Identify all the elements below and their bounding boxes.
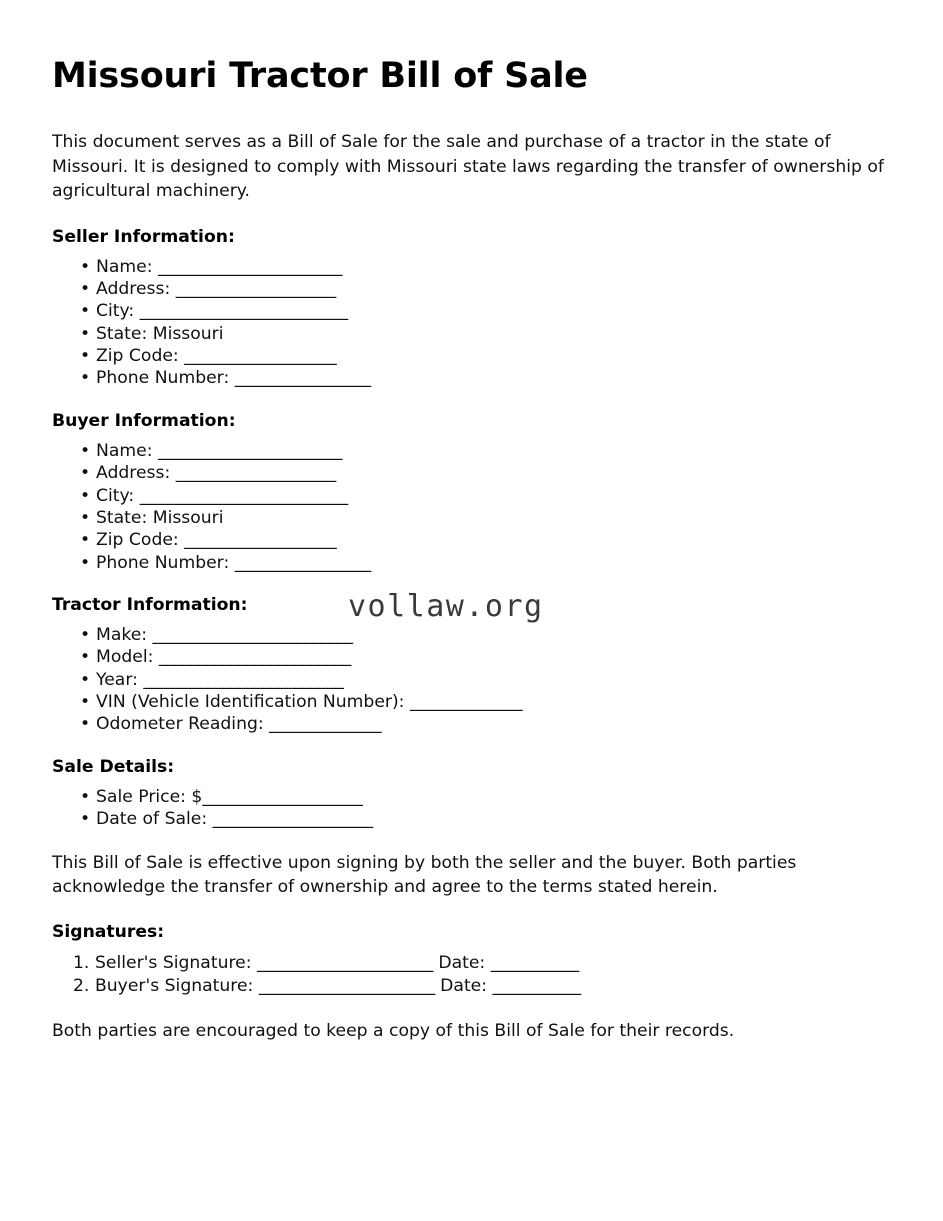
field-blank: _________________ bbox=[234, 552, 371, 573]
bullet-icon: • bbox=[80, 301, 91, 322]
field-blank: _______________________ bbox=[157, 441, 342, 462]
field-label: State: Missouri bbox=[96, 323, 224, 344]
field-blank: _________________________ bbox=[152, 625, 353, 646]
field-blank: ____________________ bbox=[175, 463, 336, 484]
list-item bbox=[52, 323, 892, 345]
list-item bbox=[52, 975, 892, 998]
field-label: Phone Number: bbox=[96, 368, 230, 389]
field-label: Zip Code: bbox=[96, 346, 179, 367]
field-blank: ________________________ bbox=[158, 647, 351, 668]
signature-label: Seller's Signature: bbox=[95, 952, 252, 973]
field-blank: __________________________ bbox=[139, 301, 348, 322]
field-blank: ____________________ bbox=[212, 809, 373, 830]
field-label: Sale Price: $ bbox=[96, 787, 203, 807]
sale-details-list bbox=[52, 786, 892, 831]
effective-paragraph: This Bill of Sale is effective upon signing by both the seller and the buyer. Both parties acknowledge the transfer of ownership and agree to the terms stated herein. bbox=[52, 852, 797, 898]
list-item bbox=[52, 646, 892, 668]
field-label: Odometer Reading: bbox=[96, 714, 264, 735]
bullet-icon: • bbox=[80, 279, 91, 300]
bullet-icon: • bbox=[80, 256, 91, 277]
field-label: Date of Sale: bbox=[96, 809, 208, 830]
field-blank: ____________________ bbox=[202, 787, 363, 807]
field-label: Address: bbox=[96, 463, 171, 484]
bullet-icon: • bbox=[80, 552, 91, 573]
field-label: Address: bbox=[96, 279, 171, 300]
field-label: VIN (Vehicle Identification Number): bbox=[96, 692, 405, 713]
date-blank: ___________ bbox=[492, 975, 581, 996]
bullet-icon: • bbox=[80, 441, 91, 462]
field-blank: _______________________ bbox=[157, 256, 342, 277]
page-title: Missouri Tractor Bill of Sale bbox=[52, 56, 588, 96]
tractor-information-list bbox=[52, 624, 892, 735]
list-item bbox=[52, 440, 892, 462]
bullet-icon: • bbox=[80, 692, 91, 713]
bullet-icon: • bbox=[80, 507, 91, 528]
bullet-icon: • bbox=[80, 463, 91, 484]
seller-information-heading: Seller Information: bbox=[52, 226, 235, 247]
field-blank: _________________ bbox=[234, 368, 371, 389]
signature-blank: ______________________ bbox=[258, 975, 435, 996]
sale-details-heading: Sale Details: bbox=[52, 756, 175, 777]
list-item bbox=[52, 300, 892, 322]
field-blank: ______________ bbox=[269, 714, 382, 735]
signatures-list bbox=[52, 952, 892, 998]
bullet-icon: • bbox=[80, 323, 91, 344]
bullet-icon: • bbox=[80, 714, 91, 735]
bullet-icon: • bbox=[80, 485, 91, 506]
list-item bbox=[52, 529, 892, 551]
list-number: 2. bbox=[73, 975, 90, 996]
field-label: City: bbox=[96, 301, 135, 322]
document-content bbox=[52, 56, 892, 1066]
list-number: 1. bbox=[73, 952, 90, 973]
field-label: Name: bbox=[96, 441, 153, 462]
list-item bbox=[52, 624, 892, 646]
field-blank: _________________________ bbox=[143, 669, 344, 690]
signature-label: Buyer's Signature: bbox=[95, 975, 254, 996]
list-item bbox=[52, 256, 892, 278]
list-item bbox=[52, 713, 892, 735]
bullet-icon: • bbox=[80, 368, 91, 389]
list-item bbox=[52, 278, 892, 300]
intro-paragraph: This document serves as a Bill of Sale for the sale and purchase of a tractor in the state of Missouri. It is designed to comply with Missouri state laws regarding the transfer of ownership of agricultural machinery. bbox=[52, 132, 884, 202]
list-item bbox=[52, 485, 892, 507]
list-item bbox=[52, 952, 892, 975]
buyer-information-heading: Buyer Information: bbox=[52, 410, 236, 431]
list-item bbox=[52, 367, 892, 389]
field-blank: ___________________ bbox=[184, 530, 337, 551]
list-item bbox=[52, 345, 892, 367]
list-item bbox=[52, 808, 892, 830]
bullet-icon: • bbox=[80, 647, 91, 668]
bullet-icon: • bbox=[80, 625, 91, 646]
buyer-information-list bbox=[52, 440, 892, 574]
list-item bbox=[52, 786, 892, 808]
signatures-heading: Signatures: bbox=[52, 922, 165, 943]
field-label: Model: bbox=[96, 647, 154, 668]
list-item bbox=[52, 507, 892, 529]
closing-paragraph: Both parties are encouraged to keep a copy of this Bill of Sale for their records. bbox=[52, 1021, 735, 1042]
seller-information-list bbox=[52, 256, 892, 390]
field-blank: __________________________ bbox=[139, 485, 348, 506]
field-label: Zip Code: bbox=[96, 530, 179, 551]
field-label: Make: bbox=[96, 625, 148, 646]
field-blank: ______________ bbox=[409, 692, 522, 713]
date-label: Date: bbox=[440, 975, 488, 996]
bullet-icon: • bbox=[80, 530, 91, 551]
bullet-icon: • bbox=[80, 809, 91, 830]
bullet-icon: • bbox=[80, 787, 91, 807]
list-item bbox=[52, 669, 892, 691]
list-item bbox=[52, 691, 892, 713]
watermark-vollaw: vollaw.org bbox=[348, 589, 544, 624]
date-blank: ___________ bbox=[490, 952, 579, 973]
list-item bbox=[52, 552, 892, 574]
field-blank: ___________________ bbox=[184, 346, 337, 367]
field-label: Year: bbox=[96, 669, 138, 690]
field-label: City: bbox=[96, 485, 135, 506]
field-blank: ____________________ bbox=[175, 279, 336, 300]
bullet-icon: • bbox=[80, 669, 91, 690]
field-label: Phone Number: bbox=[96, 552, 230, 573]
date-label: Date: bbox=[438, 952, 486, 973]
signature-blank: ______________________ bbox=[257, 952, 433, 973]
bullet-icon: • bbox=[80, 346, 91, 367]
tractor-information-heading: Tractor Information: bbox=[52, 594, 248, 615]
list-item bbox=[52, 462, 892, 484]
field-label: State: Missouri bbox=[96, 507, 224, 528]
field-label: Name: bbox=[96, 256, 153, 277]
